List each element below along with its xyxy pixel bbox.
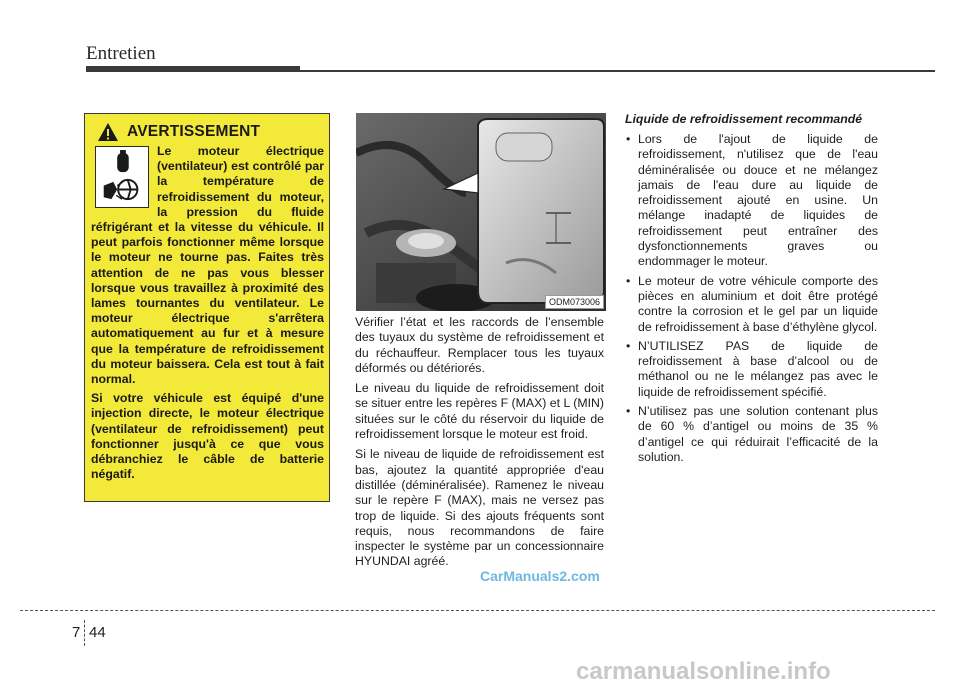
warning-title: AVERTISSEMENT <box>127 123 261 141</box>
page-header-title: Entretien <box>86 43 156 64</box>
footer-divider <box>84 620 85 646</box>
watermark: CarManuals2.com <box>480 568 600 584</box>
coolant-bullet-list <box>625 132 878 465</box>
figure-code: ODM073006 <box>545 295 604 309</box>
footer-rule <box>20 610 935 611</box>
page-section-number: 7 <box>72 624 81 641</box>
fan-hand-warning-icon <box>95 146 149 208</box>
page-number: 44 <box>89 624 106 641</box>
warning-triangle-icon <box>97 122 119 142</box>
warning-paragraph-2: Si votre véhicule est équipé d'une injection directe, le moteur électrique (ventilateur de refroidissement) peut fonctionner jusqu'à ce que vous débranchiez le câble de batterie négatif. <box>91 391 324 482</box>
list-item: • Lors de l'ajout de liquide de refroidissement, n'utilisez que de l'eau déminéralisée ou douce et ne mélangez jamais de l'eau dure au liquide de refroidissement ajouté en usine. Un mélange inadapté de liquides de refroidissement peut entraîner des dysfonctionnements graves ou endommager le moteur. <box>625 132 878 270</box>
engine-coolant-photo <box>356 113 606 311</box>
header-rule <box>300 70 935 72</box>
list-item: • N’utilisez pas une solution contenant plus de 60 % d’antigel ou moins de 35 % d’antigel ce qui réduirait l’efficacité de la solution. <box>625 404 878 465</box>
warning-paragraph-1: Le moteur électrique (ventilateur) est contrôlé par la température de refroidissement du moteur, la pression du fluide réfrigérant et la vitesse du véhicule. Il peut parfois fonctionner même lorsque le moteur ne tourne pas. Faites très attention de ne pas vous blesser lorsque vous travaillez à proximité des lames tournantes du ventilateur. Le moteur électrique s'arrêtera automatiquement au fur et à mesure que la température de refroidissement du moteur baissera. Cela est tout à fait normal. <box>91 144 324 387</box>
middle-paragraph-1: Vérifier l’état et les raccords de l’ensemble des tuyaux du système de refroidissement et du réchauffeur. Remplacer tous les tuyaux déformés ou détériorés. <box>355 315 604 375</box>
middle-paragraph-3: Si le niveau de liquide de refroidissement est bas, ajoutez la quantité appropriée d'eau distillée (déminéralisée). Ramenez le niveau sur le repère F (MAX), mais ne versez pas trop de liquide. Si des ajouts fréquents sont requis, nous recommandons de faire inspecter le système par un concessionnaire HYUNDAI agréé. <box>355 447 604 569</box>
middle-column <box>355 315 604 575</box>
warning-box <box>84 113 330 502</box>
site-watermark: carmanualsonline.info <box>576 658 831 685</box>
engine-illustration <box>356 113 606 311</box>
right-column <box>625 112 878 469</box>
list-item: • N’UTILISEZ PAS de liquide de refroidissement à base d’alcool ou de méthanol ou ne le mélangez pas avec le liquide de refroidissement spécifié. <box>625 339 878 400</box>
coolant-subheading: Liquide de refroidissement recommandé <box>625 112 863 126</box>
middle-paragraph-2: Le niveau du liquide de refroidissement doit se situer entre les repères F (MAX) et L (MIN) situées sur le côté du réservoir du liquide de refroidissement lorsque le moteur est froid. <box>355 381 604 442</box>
list-item: • Le moteur de votre véhicule comporte des pièces en aluminium et doit être protégé contre la corrosion et le gel par un liquide de refroidissement à base d’éthylène glycol. <box>625 274 878 335</box>
header-bar <box>86 66 300 72</box>
